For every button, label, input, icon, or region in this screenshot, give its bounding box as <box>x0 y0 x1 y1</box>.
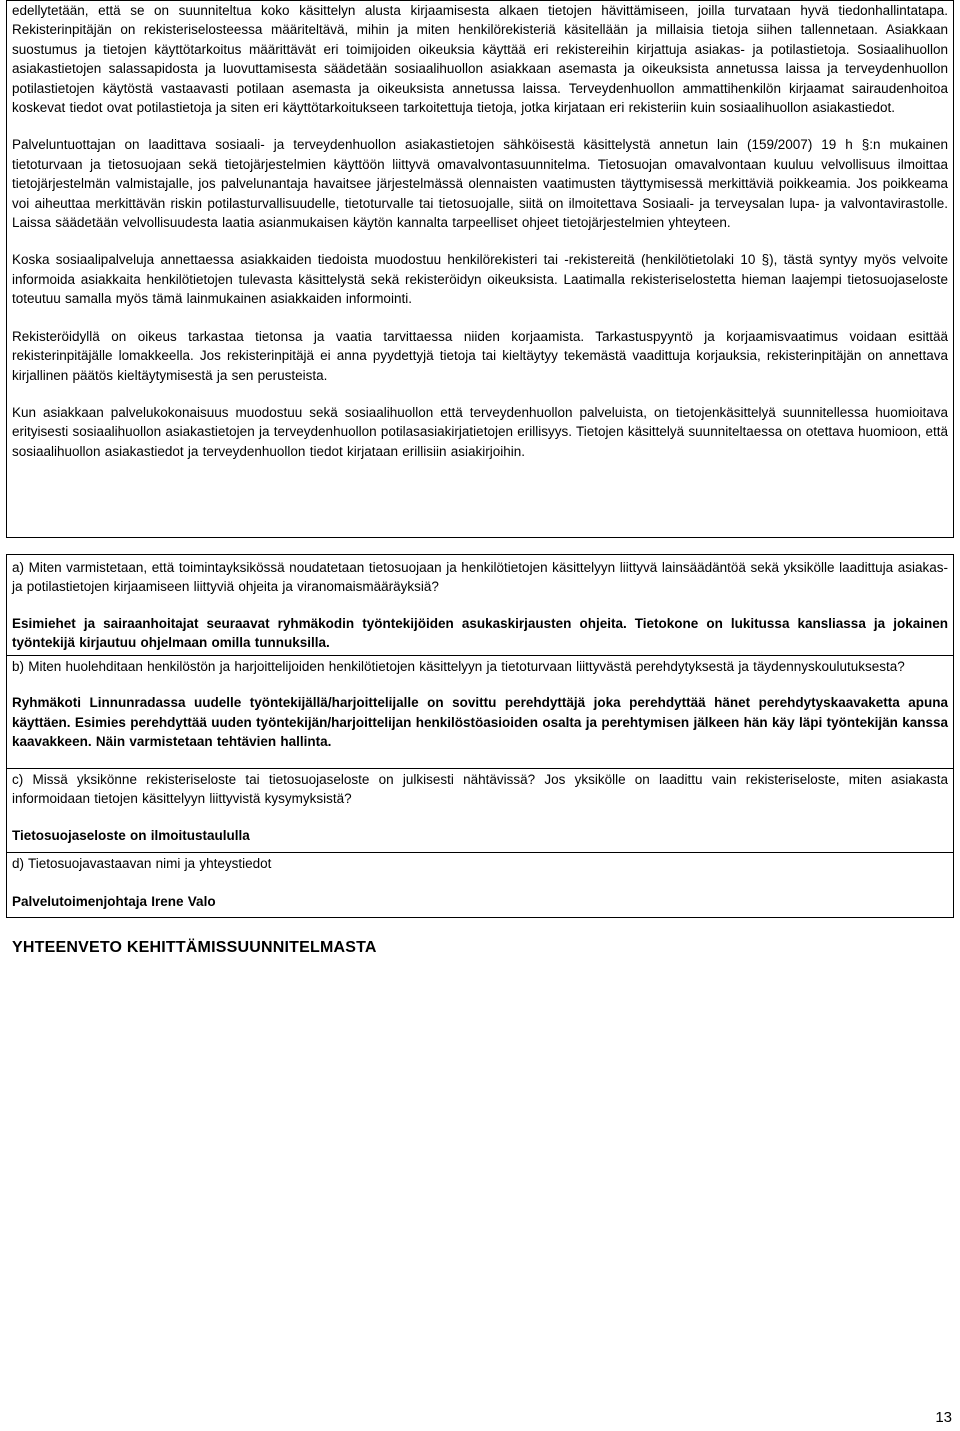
question-d-section <box>7 852 953 912</box>
questions-box <box>6 554 954 918</box>
question-d-answer: Palvelutoimenjohtaja Irene Valo <box>12 894 216 910</box>
paragraph-separate-records: Kun asiakkaan palvelukokonaisuus muodostuu sekä sosiaalihuollon että terveydenhuollon palveluista, on tietojenkäsittelyä suunnitellessa huomioitava erityisesti sosiaalihuollon asiakastietojen ja terveydenhuollon potilasasiakirjatietojen erillisyys. Tietojen käsittelyä suunniteltaessa on otettava huomioon, että sosiaalihuollon asiakastiedot ja terveydenhuollon tiedot kirjataan erillisiin asiakirjoihin. <box>12 404 948 459</box>
main-text-box <box>6 0 954 538</box>
paragraph-registrant-rights: Rekisteröidyllä on oikeus tarkastaa tietonsa ja vaatia tarvittaessa niiden korjaamista. Tarkastuspyyntö ja korjaamisvaatimus voidaan esittää rekisterinpitäjälle lomakkeella. Jos rekisterinpitäjä ei anna pyydettyjä tietoja tai kieltäytyy tekemästä vaadittuja korjauksia, rekisterinpitäjän on annettava kirjallinen päätös kieltäytymisestä ja sen perusteista. <box>12 328 948 383</box>
question-c-text: c) Missä yksikönne rekisteriseloste tai tietosuojaseloste on julkisesti nähtävissä? Jos yksikölle on laadittu vain rekisteriseloste, miten asiakasta informoidaan tietojen käsittelyyn liittyvistä kysymyksistä? <box>12 772 948 807</box>
question-c-section <box>7 768 953 845</box>
question-c-answer: Tietosuojaseloste on ilmoitustaululla <box>12 827 250 843</box>
paragraph-client-registry: Koska sosiaalipalveluja annettaessa asiakkaiden tiedoista muodostuu henkilörekisteri tai -rekistereitä (henkilötietolaki 10 §), tästä syntyy myös velvoite informoida asiakkaita henkilötietojen tulevasta käsittelystä sekä rekisteröidyn oikeuksista. Laatimalla rekisteriselostetta hieman laajempi tietosuojaseloste toteutuu samalla myös tämä lainmukainen asiakkaiden informointi. <box>12 252 948 307</box>
question-b-text: b) Miten huolehditaan henkilöstön ja harjoittelijoiden henkilötietojen käsittelyyn ja tietoturvaan liittyvästä perehdytyksestä ja täydennyskoulutuksesta? <box>12 659 905 674</box>
question-d-text: d) Tietosuojavastaavan nimi ja yhteystiedot <box>12 856 272 871</box>
section-heading: YHTEENVETO KEHITTÄMISSUUNNITELMASTA <box>12 939 377 956</box>
paragraph-self-monitoring-plan: Palveluntuottajan on laadittava sosiaali- ja terveydenhuollon asiakastietojen sähköisestä käsittelystä annetun lain (159/2007) 19 h §:n mukainen tietoturvaan ja tietosuojaan sekä tietojärjestelmien käyttöön liittyvä omavalvontasuunnitelma. Tietosuojan omavalvontaan kuuluu velvollisuus ilmoittaa tietojärjestelmän valmistajalle, jos palvelunantaja havaitsee järjestelmässä olennaisten vaatimusten täyttymisessä merkittäviä poikkeamia. Jos poikkeama voi aiheuttaa merkittävän riskin potilasturvallisuudelle, tietoturvalle tai tietosuojalle, siitä on ilmoitettava Sosiaali- ja terveysalan lupa- ja valvontavirastolle. Laissa säädetään velvollisuudesta laatia asianmukaisen käytön kannalta tarpeelliset ohjeet tietojärjestelmien yhteyteen. <box>12 137 948 231</box>
question-b-answer: Ryhmäkoti Linnunradassa uudelle työntekijällä/harjoittelijalle on sovittu perehdyttäjä joka perehdyttää hänet perehdytyskaavaketta apuna käyttäen. Esimies perehdyttää uuden työntekijän/harjoittelijan henkilöstöasioiden osalta ja perehtymisen jälkeen hän käy läpi työntekijän kanssa kaavakkeen. Näin varmistetaan tehtävien hallinta. <box>12 695 948 750</box>
question-a-answer: Esimiehet ja sairaanhoitajat seuraavat ryhmäkodin työntekijöiden asukaskirjausten ohjeita. Tietokone on lukitussa kansliassa ja jokainen työntekijä kirjautuu ohjelmaan omilla tunnuksilla. <box>12 615 948 651</box>
paragraph-data-handling: edellytetään, että se on suunniteltua koko käsittelyn alusta kirjaamisesta alkaen tietojen hävittämiseen, joilla turvataan hyvä tiedonhallintatapa. Rekisterinpitäjän on rekisteriselosteessa määriteltävä, mihin ja miten henkilörekisteriä käsitellään ja millaisia tietoja siihen tallennetaan. Asiakkaan suostumus ja tietojen käyttötarkoitus määrittävät eri toimijoiden oikeuksia käyttää eri rekistereihin kirjattuja asiakas- ja potilastietoja. Sosiaalihuollon asiakastietojen salassapidosta ja luovuttamisesta säädetään sosiaalihuollon asiakkaan asemasta ja oikeuksista annetussa laissa ja terveydenhuollon potilastietojen käytöstä vastaavasti potilaan asemasta ja oikeuksista annetussa laissa. Terveydenhuollon ammattihenkilön kirjaamat sairaudenhoitoa koskevat tiedot ovat potilastietoja ja siten eri käyttötarkoitukseen tarkoitettuja tietoja, jotka kirjataan eri rekisteriin kuin sosiaalihuollon asiakastiedot. <box>12 3 948 116</box>
question-b-section <box>7 655 953 752</box>
question-a-text: a) Miten varmistetaan, että toimintayksikössä noudatetaan tietosuojaan ja henkilötietojen käsittelyyn liittyvä lainsäädäntöä sekä yksikölle laadittuja asiakas- ja potilastietojen kirjaamiseen liittyviä ohjeita ja viranomaismääräyksiä? <box>12 560 948 595</box>
page-number: 13 <box>935 1409 952 1426</box>
question-a-section <box>12 555 948 653</box>
